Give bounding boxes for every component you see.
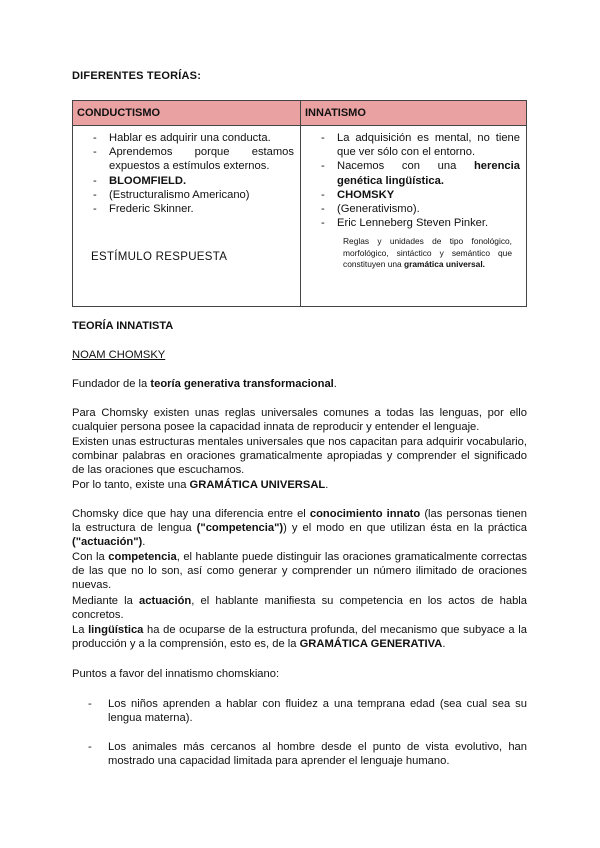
list-item: - (Generativismo). — [307, 202, 520, 216]
list-item: - Frederic Skinner. — [79, 202, 294, 216]
universal-grammar-note: Reglas y unidades de tipo fonológico, morfológico, sintáctico y semántico que constituyen una gramática universal. — [343, 236, 512, 270]
list-item: - (Estructuralismo Americano) — [79, 188, 294, 202]
list-item: - Los animales más cercanos al hombre desde el punto de vista evolutivo, han mostrado una capacidad limitada para aprender el lenguaje humano. — [72, 740, 527, 768]
list-item: - Nacemos con una herencia genética lingüística. — [307, 159, 520, 187]
paragraph-mental-structures: Existen unas estructuras mentales universales que nos capacitan para adquirir vocabulario, combinar palabras en oraciones gramaticalmente apropiadas y comprender el significado de las oraciones que escuchamos. — [72, 436, 527, 477]
list-item: - La adquisición es mental, no tiene que ver sólo con el entorno. — [307, 131, 520, 159]
paragraph-universal-rules: Para Chomsky existen unas reglas universales comunes a todas las lenguas, por ello cualquier persona posee la capacidad innata de reproducir y entender el lenguaje. — [72, 407, 527, 434]
paragraph-universal-grammar: Por lo tanto, existe una GRAMÁTICA UNIVERSAL. — [72, 479, 329, 491]
conductismo-list — [79, 131, 294, 216]
list-item: - Eric Lenneberg Steven Pinker. — [307, 216, 520, 230]
points-list-2 — [72, 740, 527, 768]
innatismo-list — [307, 131, 520, 230]
stimulus-response-label: ESTÍMULO RESPUESTA — [91, 251, 228, 264]
section-title: TEORÍA INNATISTA — [72, 320, 174, 332]
list-item: - Aprendemos porque estamos expuestos a estímulos externos. — [79, 145, 294, 173]
points-intro: Puntos a favor del innatismo chomskiano: — [72, 668, 280, 680]
paragraph-founder: Fundador de la teoría generativa transformacional. — [72, 378, 337, 390]
innatismo-cell — [301, 126, 527, 307]
innatismo-header: INNATISMO — [301, 101, 527, 126]
list-item: - CHOMSKY — [307, 188, 520, 202]
list-item: - BLOOMFIELD. — [79, 174, 294, 188]
theories-table — [72, 100, 527, 307]
paragraph-competence-performance: Chomsky dice que hay una diferencia entre el conocimiento innato (las personas tienen la estructura de lengua ("competencia")) y el modo en que utilizan ésta en la práctica ("actuación"). — [72, 508, 528, 549]
list-item: - Hablar es adquirir una conducta. — [79, 131, 294, 145]
list-item: - Los niños aprenden a hablar con fluidez a una temprana edad (sea cual sea su lengua materna). — [72, 697, 527, 725]
conductismo-cell — [73, 126, 301, 307]
page-heading: DIFERENTES TEORÍAS: — [72, 70, 202, 82]
paragraph-performance: Mediante la actuación, el hablante manifiesta su competencia en los actos de habla concretos. — [72, 595, 527, 622]
author-heading: NOAM CHOMSKY — [72, 349, 166, 361]
points-list-1 — [72, 697, 527, 725]
paragraph-linguistics: La lingüística ha de ocuparse de la estructura profunda, del mecanismo que subyace a la producción y a la comprensión, esto es, de la GRAMÁTICA GENERATIVA. — [72, 624, 527, 651]
conductismo-header: CONDUCTISMO — [73, 101, 301, 126]
paragraph-competence: Con la competencia, el hablante puede distinguir las oraciones gramaticalmente correctas de las que no lo son, así como generar y comprender un número ilimitado de oraciones nuevas. — [72, 551, 527, 592]
